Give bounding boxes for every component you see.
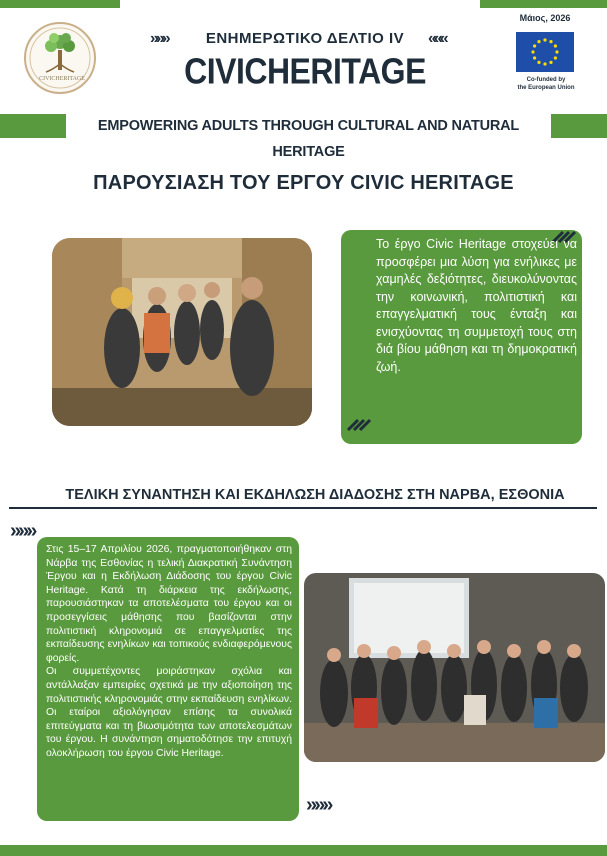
chevron-right-icon: »»» xyxy=(10,520,35,542)
civicheritage-logo xyxy=(24,22,96,94)
newsletter-title: ΕΝΗΜΕΡΩΤΙΚΟ ΔΕΛΤΙΟ IV xyxy=(205,30,405,47)
logo-text: CIVICHERITAGE xyxy=(39,76,85,82)
issue-date: Μάιος, 2026 xyxy=(519,13,571,23)
top-right-green-bar xyxy=(480,0,607,8)
section-title-narva: ΤΕΛΙΚΗ ΣΥΝΑΝΤΗΣΗ ΚΑΙ ΕΚΔΗΛΩΣΗ ΔΙΑΔΟΣΗΣ ΣΤΗ ΝΑΡΒΑ, ΕΣΘΟΝΙΑ xyxy=(65,487,565,503)
eu-star xyxy=(554,44,557,47)
brand-title: CIVICHERITAGE xyxy=(184,50,426,92)
narva-paragraph-2: Οι συμμετέχοντες μοιράστηκαν σχόλια και αντάλλαξαν εμπειρίες σχετικά με την αξιοποίηση της πολιτιστικής κληρονομιάς στην εκπαίδευση ενηλίκων. Οι εταίροι αξιολόγησαν επίσης τα συνολικά επιτεύγματα και τη βιωσιμότητα των αποτελεσμάτων του έργου. Η συνάντηση σηματοδότησε την επιτυχή ολοκλήρωση του έργου Civic Heritage. xyxy=(46,666,292,759)
eu-star xyxy=(531,50,534,53)
bottom-green-bar xyxy=(0,845,607,856)
eu-caption xyxy=(498,76,594,92)
eu-star xyxy=(543,38,546,41)
eu-star xyxy=(549,61,552,64)
chevron-right-icon: »»» xyxy=(150,30,168,47)
chevron-left-icon: ««« xyxy=(428,30,446,47)
eu-star xyxy=(533,44,536,47)
eu-star xyxy=(543,62,546,65)
chevron-right-icon: »»» xyxy=(306,794,331,816)
group-photo-narva xyxy=(304,573,605,762)
chevron-up-right-icon xyxy=(344,406,374,439)
section-divider xyxy=(9,507,597,509)
intro-text: Το έργο Civic Heritage στοχεύει να προσφέρει μια λύση για ενήλικες με χαμηλές δεξιότητες, διευκολύνοντας την κοινωνική, πολιτιστική και επαγγελματική τους ένταξη και ενισχύοντας τη συμμετοχή τους στη διά βίου μάθηση και τη δημοκρατική ζωή. xyxy=(376,237,577,374)
group-photo-stone-site xyxy=(52,238,312,426)
eu-caption-line2: the European Union xyxy=(517,85,575,91)
eu-star xyxy=(555,50,558,53)
narva-text xyxy=(46,543,292,761)
top-left-green-bar xyxy=(0,0,120,8)
eu-caption-line1: Co-funded by xyxy=(526,77,566,83)
tagline: EMPOWERING ADULTS THROUGH CULTURAL AND NATURAL HERITAGE xyxy=(97,118,520,160)
narva-paragraph-1: Στις 15–17 Απριλίου 2026, πραγματοποιήθηκαν στη Νάρβα της Εσθονίας η τελική Διακρατική Συνάντηση Έργου και η Εκδήλωση Διάδοσης του έργου Civic Heritage. Κατά τη διάρκεια της εκδήλωσης, παρουσιάστηκαν τα αποτελέσματα του έργου και οι προσεγγίσεις μάθησης που βασίζονται στην πολιτιστική κληρονομιά σε επαγγελματίες της εκπαίδευσης ενηλίκων και τοπικούς ενδιαφερόμενους φορείς. xyxy=(46,544,292,664)
eu-flag-icon xyxy=(516,32,574,72)
eu-star xyxy=(533,56,536,59)
eu-star xyxy=(554,56,557,59)
eu-star xyxy=(537,61,540,64)
eu-star xyxy=(549,40,552,43)
section-title: ΠΑΡΟΥΣΙΑΣΗ ΤΟΥ ΕΡΓΟΥ CIVIC HERITAGE xyxy=(93,172,514,194)
eu-star xyxy=(537,40,540,43)
